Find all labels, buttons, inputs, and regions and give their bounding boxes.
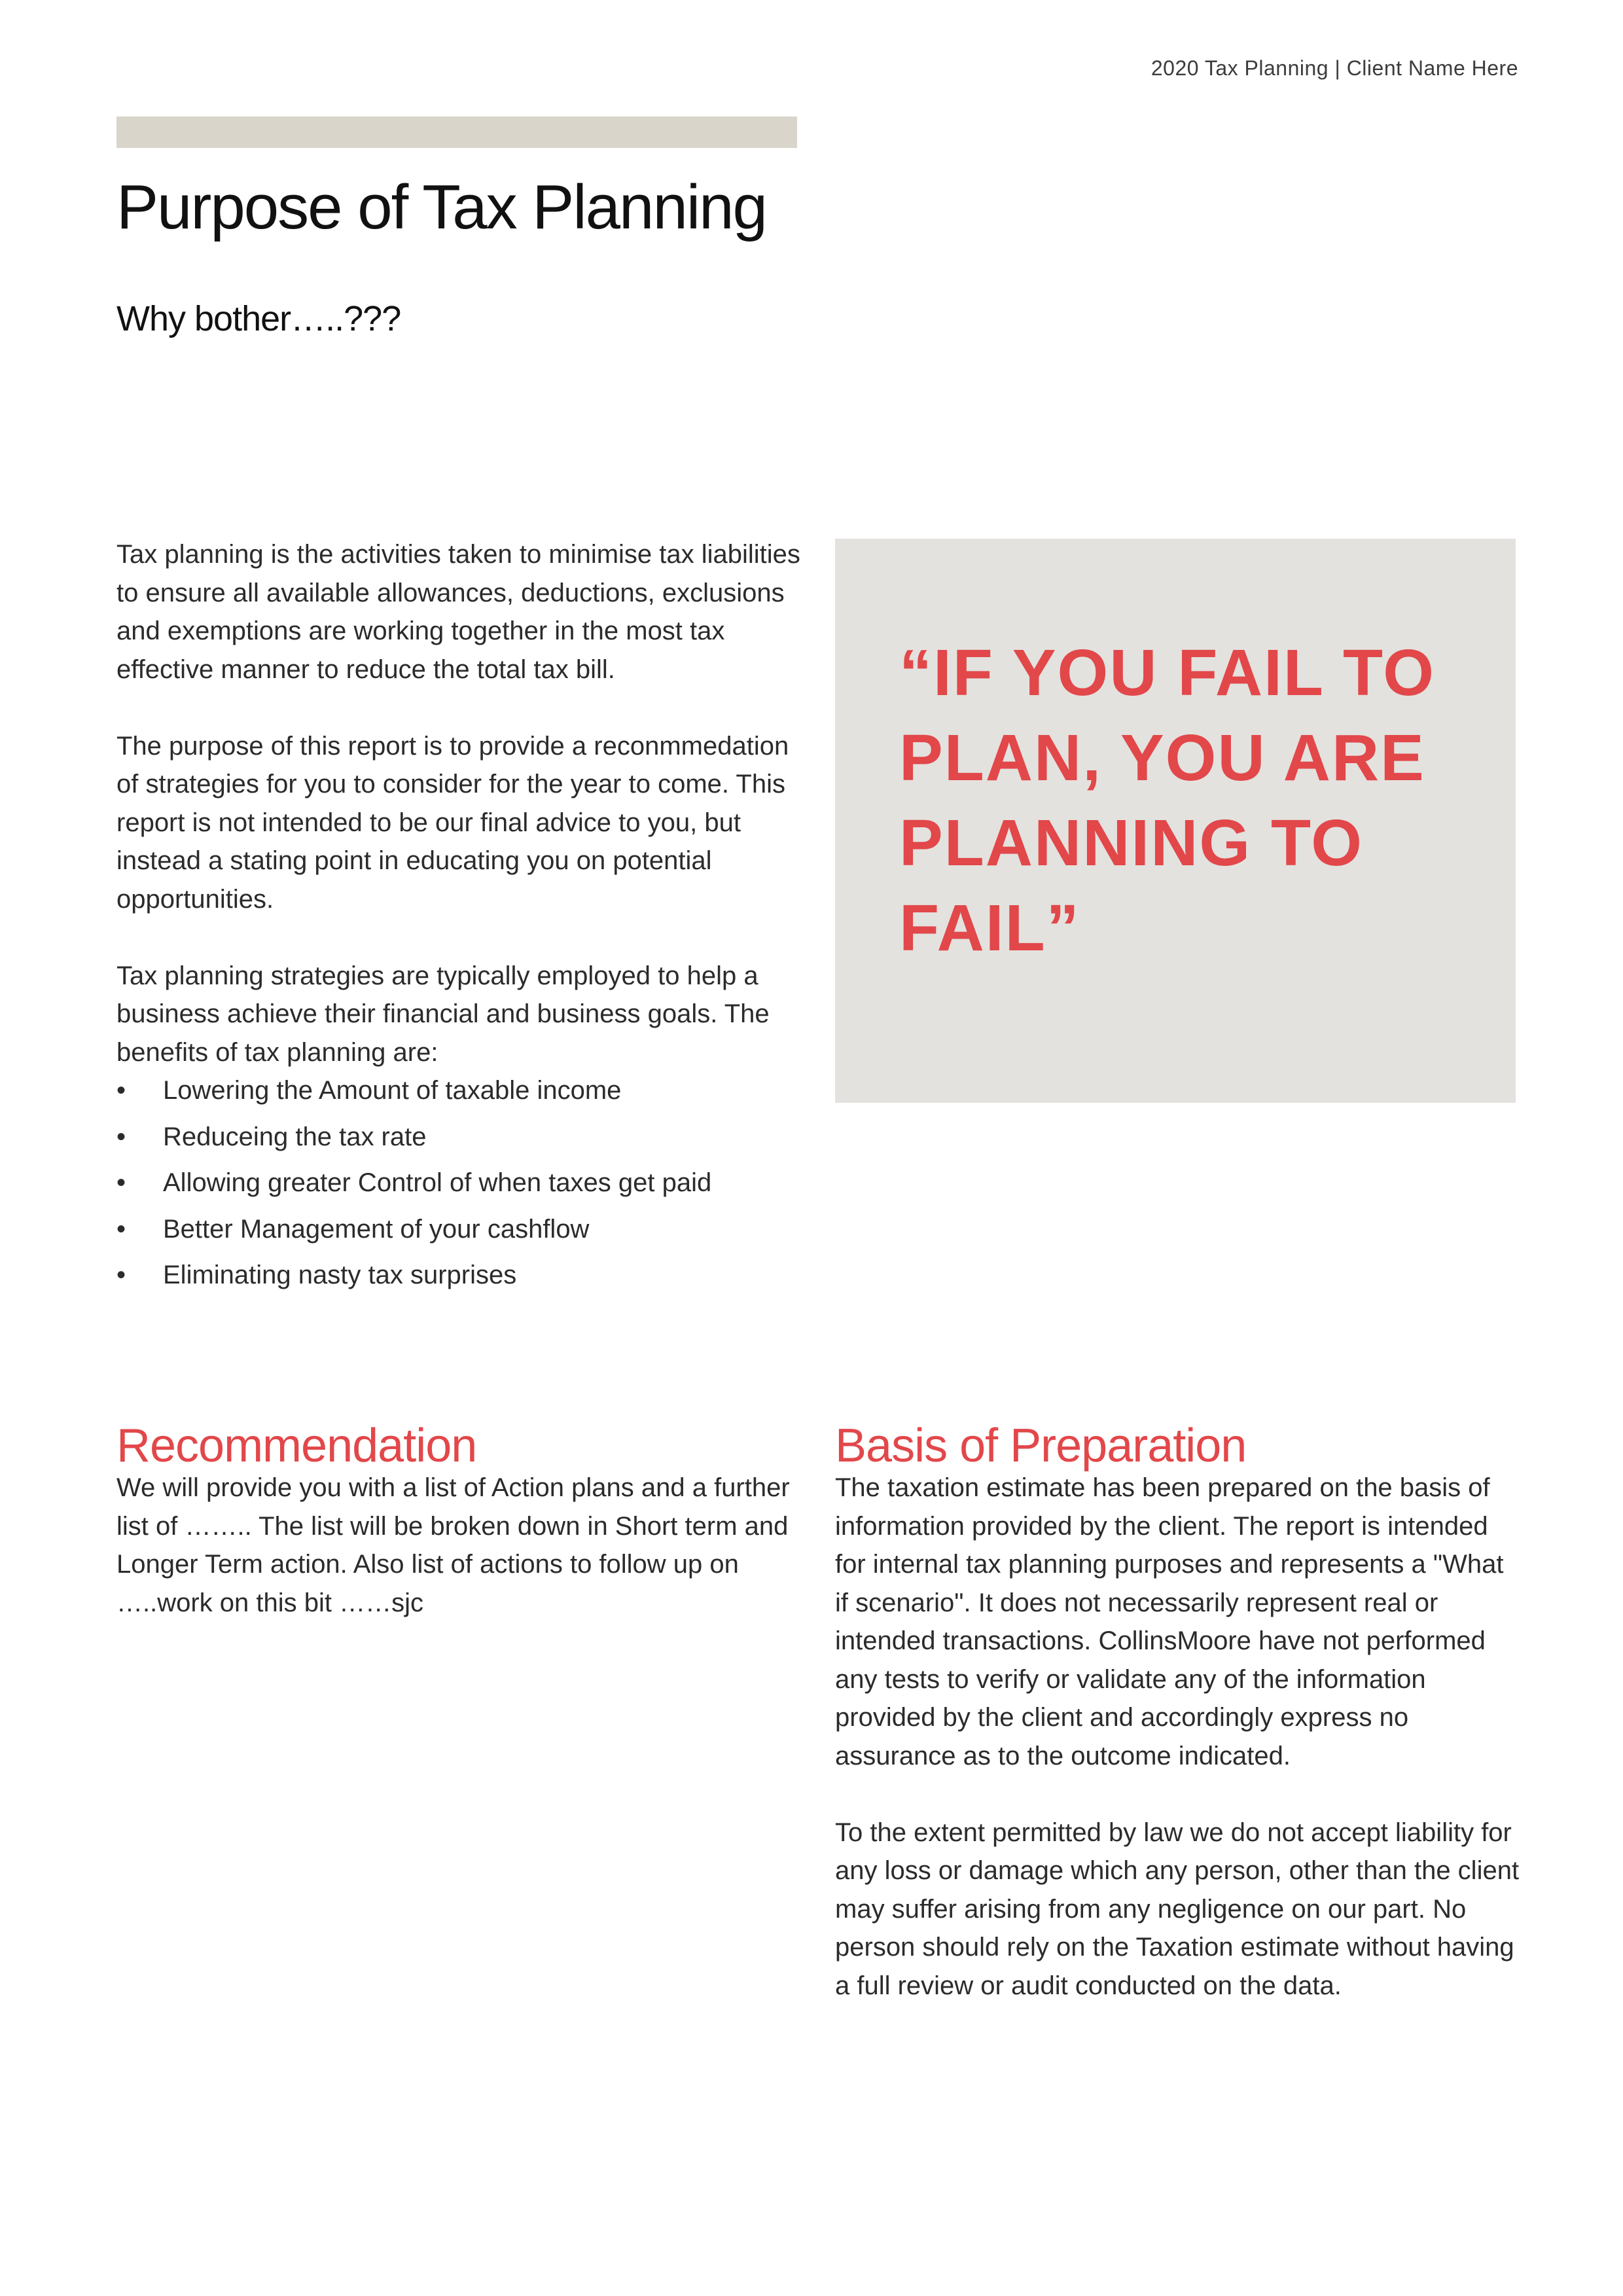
list-item <box>116 1210 804 1257</box>
list-item <box>116 1118 804 1164</box>
bullet-icon: • <box>116 1076 126 1105</box>
running-header: 2020 Tax Planning | Client Name Here <box>1150 56 1518 80</box>
list-item <box>116 1256 804 1302</box>
list-item <box>116 1164 804 1210</box>
pull-quote: “IF YOU FAIL TO PLAN, YOU ARE PLANNING TO FAIL” <box>899 636 1436 965</box>
intro-paragraph: The purpose of this report is to provide a reconmmedation of strategies for you to consider for the year to come. This report is not intended to be our final advice to you, but instead a stating point in educating you on potential opportunities. <box>116 731 789 914</box>
recommendation-text: We will provide you with a list of Action plans and a further list of …….. The list will be broken down in Short term and Longer Term action. Also list of actions to follow up on …..work on this bit ……sjc <box>116 1473 790 1617</box>
bullet-icon: • <box>116 1261 126 1289</box>
recommendation-heading: Recommendation <box>116 1420 477 1472</box>
basis-section <box>835 1420 1522 2043</box>
page-title: Purpose of Tax Planning <box>116 172 766 242</box>
intro-section <box>116 535 804 1302</box>
basis-heading: Basis of Preparation <box>835 1420 1247 1472</box>
recommendation-section <box>116 1420 804 1622</box>
list-item-text: Allowing greater Control of when taxes get paid <box>163 1168 712 1197</box>
benefits-list <box>116 1071 804 1302</box>
quote-box <box>835 539 1516 1103</box>
list-item-text: Reduceing the tax rate <box>163 1122 427 1151</box>
intro-paragraph: Tax planning strategies are typically employed to help a business achieve their financial and business goals. The benefits of tax planning are: <box>116 961 770 1067</box>
bullet-icon: • <box>116 1122 126 1151</box>
list-item-text: Better Management of your cashflow <box>163 1214 590 1244</box>
basis-text <box>835 1469 1522 2005</box>
bullet-icon: • <box>116 1168 126 1197</box>
list-item <box>116 1071 804 1118</box>
list-item-text: Eliminating nasty tax surprises <box>163 1261 517 1289</box>
list-item-text: Lowering the Amount of taxable income <box>163 1076 622 1105</box>
basis-paragraph: The taxation estimate has been prepared on the basis of information provided by the client. The report is intended for internal tax planning purposes and represents a "What if scenario". It does not necessarily represent real or intended transactions. CollinsMoore have not performed any tests to verify or validate any of the information provided by the client and accordingly express no assurance as to the outcome indicated. <box>835 1473 1504 1770</box>
title-accent-bar <box>116 117 797 148</box>
bullet-icon: • <box>116 1214 126 1244</box>
intro-paragraph: Tax planning is the activities taken to minimise tax liabilities to ensure all available allowances, deductions, exclusions and exemptions are working together in the most tax effective manner to reduce the total tax bill. <box>116 540 800 684</box>
basis-paragraph: To the extent permitted by law we do not accept liability for any loss or damage which any person, other than the client may suffer arising from any negligence on our part. No person should rely on the Taxation estimate without having a full review or audit conducted on the data. <box>835 1818 1520 2000</box>
page-subtitle: Why bother…..??? <box>116 299 401 338</box>
